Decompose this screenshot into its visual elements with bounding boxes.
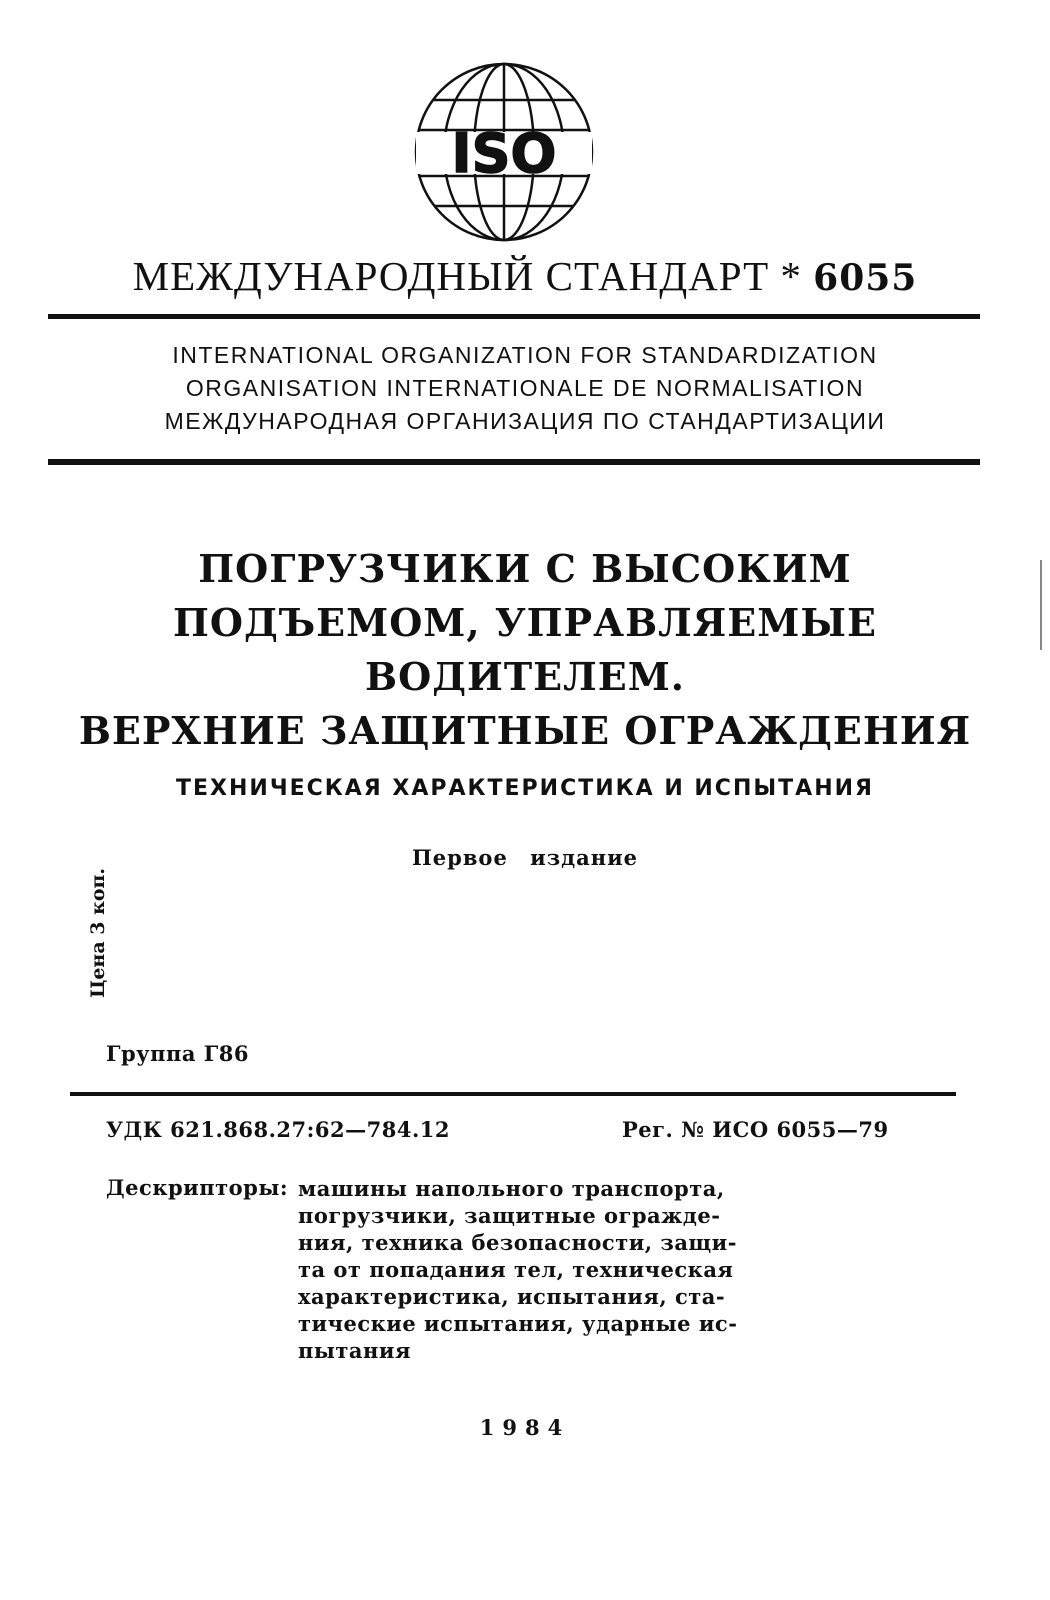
org-name-russian: МЕЖДУНАРОДНАЯ ОРГАНИЗАЦИЯ ПО СТАНДАРТИЗАЦИИ — [164, 408, 886, 434]
document-title-line: ПОГРУЗЧИКИ С ВЫСОКИМ — [198, 546, 852, 591]
standard-number: 6055 — [813, 257, 918, 299]
divider-middle — [48, 459, 980, 465]
descriptors-text: машины напольного транспорта, погрузчики, защитные огражде- ния, техника безопасности, защи- та от попадания тел, техническая характеристика, испытания, ста- тические испытания, ударные ис- пытания — [298, 1176, 738, 1363]
price-label: Цена 3 коп. — [87, 867, 109, 999]
publication-year: 1984 — [479, 1415, 571, 1440]
divider-top — [48, 314, 980, 319]
document-title-line: ВЕРХНИЕ ЗАЩИТНЫЕ ОГРАЖДЕНИЯ — [78, 708, 972, 753]
standard-heading — [0, 252, 1050, 300]
org-name-french: ORGANISATION INTERNATIONALE DE NORMALISATION — [185, 375, 865, 401]
udc-code: УДК 621.868.27:62—784.12 — [106, 1117, 450, 1142]
standard-star: * — [780, 253, 802, 299]
registration-number: Рег. № ИСО 6055—79 — [622, 1117, 889, 1142]
edition-label: Первое издание — [411, 845, 639, 870]
iso-logo — [412, 60, 596, 244]
iso-logo-text: ISO — [451, 122, 557, 185]
document-title-line: ВОДИТЕЛЕМ. — [364, 654, 685, 699]
descriptors-label: Дескрипторы: — [106, 1175, 289, 1200]
group-label: Группа Г86 — [106, 1041, 250, 1066]
standard-title: МЕЖДУНАРОДНЫЙ СТАНДАРТ — [132, 253, 770, 299]
document-title-line: ПОДЪЕМОМ, УПРАВЛЯЕМЫЕ — [173, 600, 877, 645]
scan-edge-mark — [1040, 560, 1042, 650]
org-name-english: INTERNATIONAL ORGANIZATION FOR STANDARDIZATION — [172, 342, 878, 368]
divider-bottom — [70, 1092, 956, 1096]
document-subtitle: ТЕХНИЧЕСКАЯ ХАРАКТЕРИСТИКА И ИСПЫТАНИЯ — [176, 776, 874, 801]
